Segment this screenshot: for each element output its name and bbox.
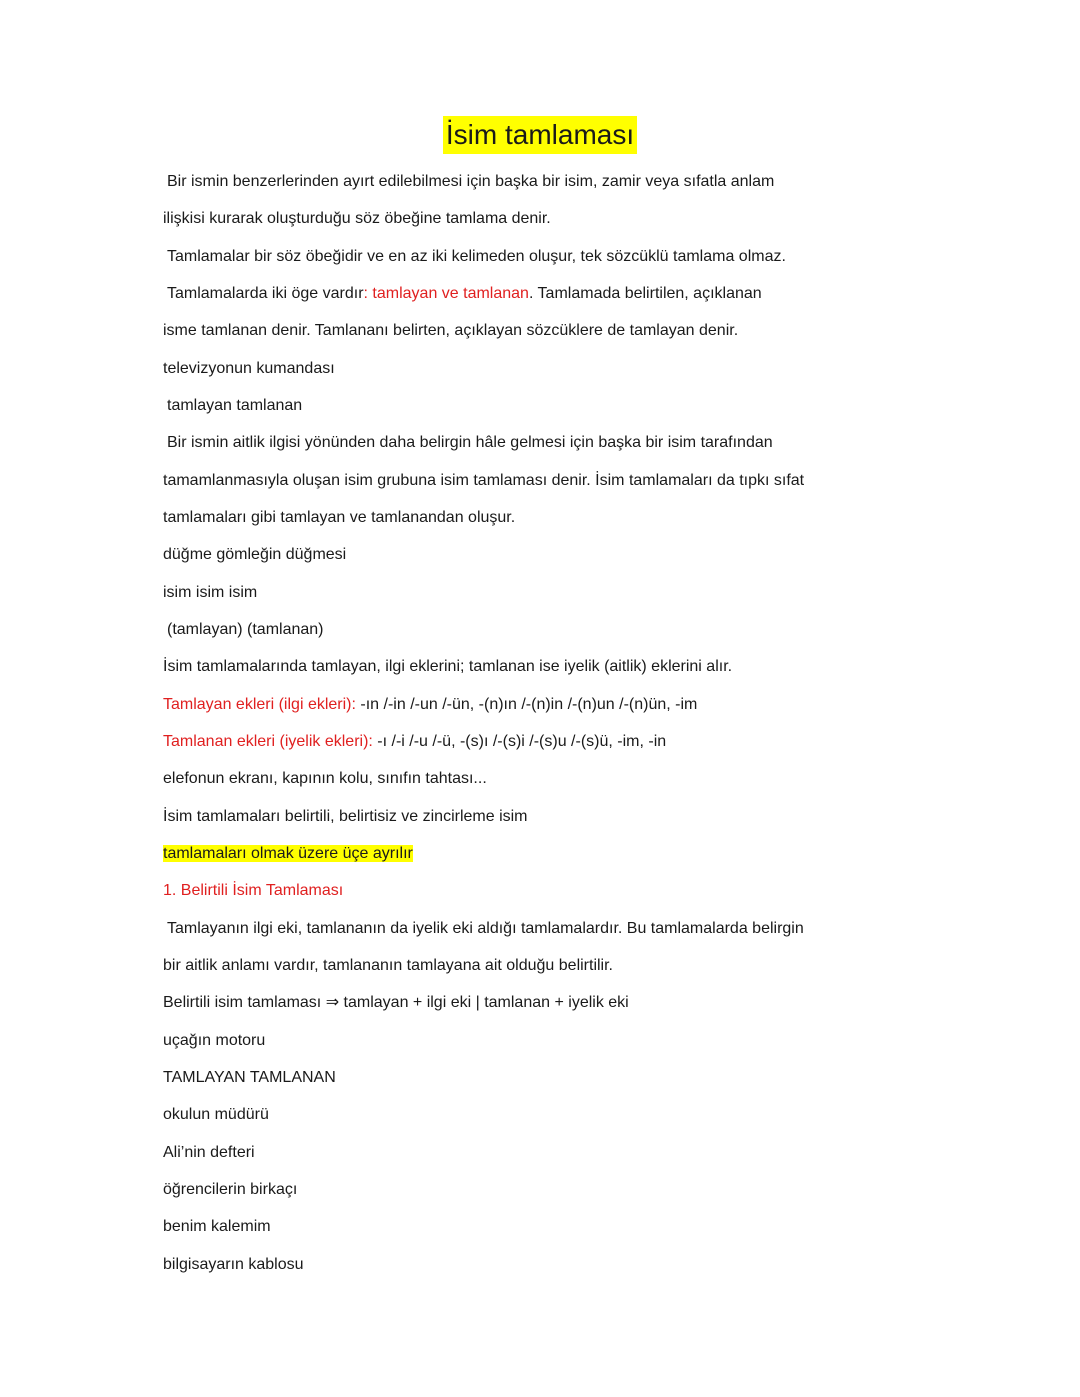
paragraph-isim-tamlamasi-line-2: tamamlanmasıyla oluşan isim grubuna isim tamlaması denir. İsim tamlamaları da tıpkı sıfat xyxy=(163,472,805,489)
paragraph-belirtili-line-2: bir aitlik anlamı vardır, tamlananın tamlayana ait olduğu belirtilir. xyxy=(163,957,613,974)
suffix-tamlanan-values: -ı /-i /-u /-ü, -(s)ı /-(s)i /-(s)u /-(s)ü, -im, -in xyxy=(372,733,667,750)
paragraph-isim-tamlamasi-line-3: tamlamaları gibi tamlayan ve tamlanandan oluşur. xyxy=(163,509,516,526)
example-ali: Ali’nin defteri xyxy=(163,1144,255,1161)
section-heading-belirtili: 1. Belirtili İsim Tamlaması xyxy=(163,882,344,899)
types-highlight: tamlamaları olmak üzere üçe ayrılır xyxy=(163,845,413,862)
paragraph-definition-line-1: Bir ismin benzerlerinden ayırt edilebilmesi için başka bir isim, zamir veya sıfatla anlam xyxy=(167,173,775,190)
formula-belirtili: Belirtili isim tamlaması ⇒ tamlayan + ilgi eki | tamlanan + iyelik eki xyxy=(163,994,629,1011)
paragraph-types-line-2 xyxy=(163,843,413,865)
suffix-tamlayan-values: -ın /-in /-un /-ün, -(n)ın /-(n)in /-(n)un /-(n)ün, -im xyxy=(355,696,698,713)
elements-highlight-red: : tamlayan ve tamlanan xyxy=(363,285,529,302)
example-ucak: uçağın motoru xyxy=(163,1032,266,1049)
paragraph-elements-line-1 xyxy=(167,283,762,305)
paragraph-suffix-rule: İsim tamlamalarında tamlayan, ilgi eklerini; tamlanan ise iyelik (aitlik) eklerini alır. xyxy=(163,658,733,675)
title-container xyxy=(0,116,1080,154)
paragraph-elements-line-2: isme tamlanan denir. Tamlananı belirten, açıklayan sözcüklere de tamlayan denir. xyxy=(163,322,739,339)
example-benim: benim kalemim xyxy=(163,1218,271,1235)
suffix-tamlanan xyxy=(163,731,666,753)
example-dugme-labels: (tamlayan) (tamlanan) xyxy=(167,621,324,638)
paragraph-definition-line-2: ilişkisi kurarak oluşturduğu söz öbeğine tamlama denir. xyxy=(163,210,551,227)
paragraph-tamlama-structure: Tamlamalar bir söz öbeğidir ve en az iki kelimeden oluşur, tek sözcüklü tamlama olmaz. xyxy=(167,248,786,265)
example-dugme: düğme gömleğin düğmesi xyxy=(163,546,347,563)
example-okul: okulun müdürü xyxy=(163,1106,269,1123)
elements-text-start: Tamlamalarda iki öge vardır xyxy=(167,285,364,302)
page-title: İsim tamlaması xyxy=(443,116,637,154)
suffix-tamlayan-label: Tamlayan ekleri (ilgi ekleri): xyxy=(163,696,356,713)
paragraph-types-line-1: İsim tamlamaları belirtili, belirtisiz ve zincirleme isim xyxy=(163,808,528,825)
paragraph-belirtili-line-1: Tamlayanın ilgi eki, tamlananın da iyelik eki aldığı tamlamalardır. Bu tamlamalarda belirgin xyxy=(167,920,804,937)
suffix-tamlanan-label: Tamlanan ekleri (iyelik ekleri): xyxy=(163,733,373,750)
example-bilgisayar: bilgisayarın kablosu xyxy=(163,1256,304,1273)
example-ogrenciler: öğrencilerin birkaçı xyxy=(163,1181,298,1198)
paragraph-isim-tamlamasi-line-1: Bir ismin aitlik ilgisi yönünden daha belirgin hâle gelmesi için başka bir isim tarafından xyxy=(167,434,773,451)
elements-text-end: . Tamlamada belirtilen, açıklanan xyxy=(528,285,762,302)
example-ucak-labels: TAMLAYAN TAMLANAN xyxy=(163,1069,336,1086)
example-televizyon-labels: tamlayan tamlanan xyxy=(167,397,303,414)
suffix-tamlayan xyxy=(163,694,697,716)
example-dugme-types: isim isim isim xyxy=(163,584,258,601)
example-televizyon: televizyonun kumandası xyxy=(163,360,335,377)
example-list: elefonun ekranı, kapının kolu, sınıfın tahtası... xyxy=(163,770,487,787)
